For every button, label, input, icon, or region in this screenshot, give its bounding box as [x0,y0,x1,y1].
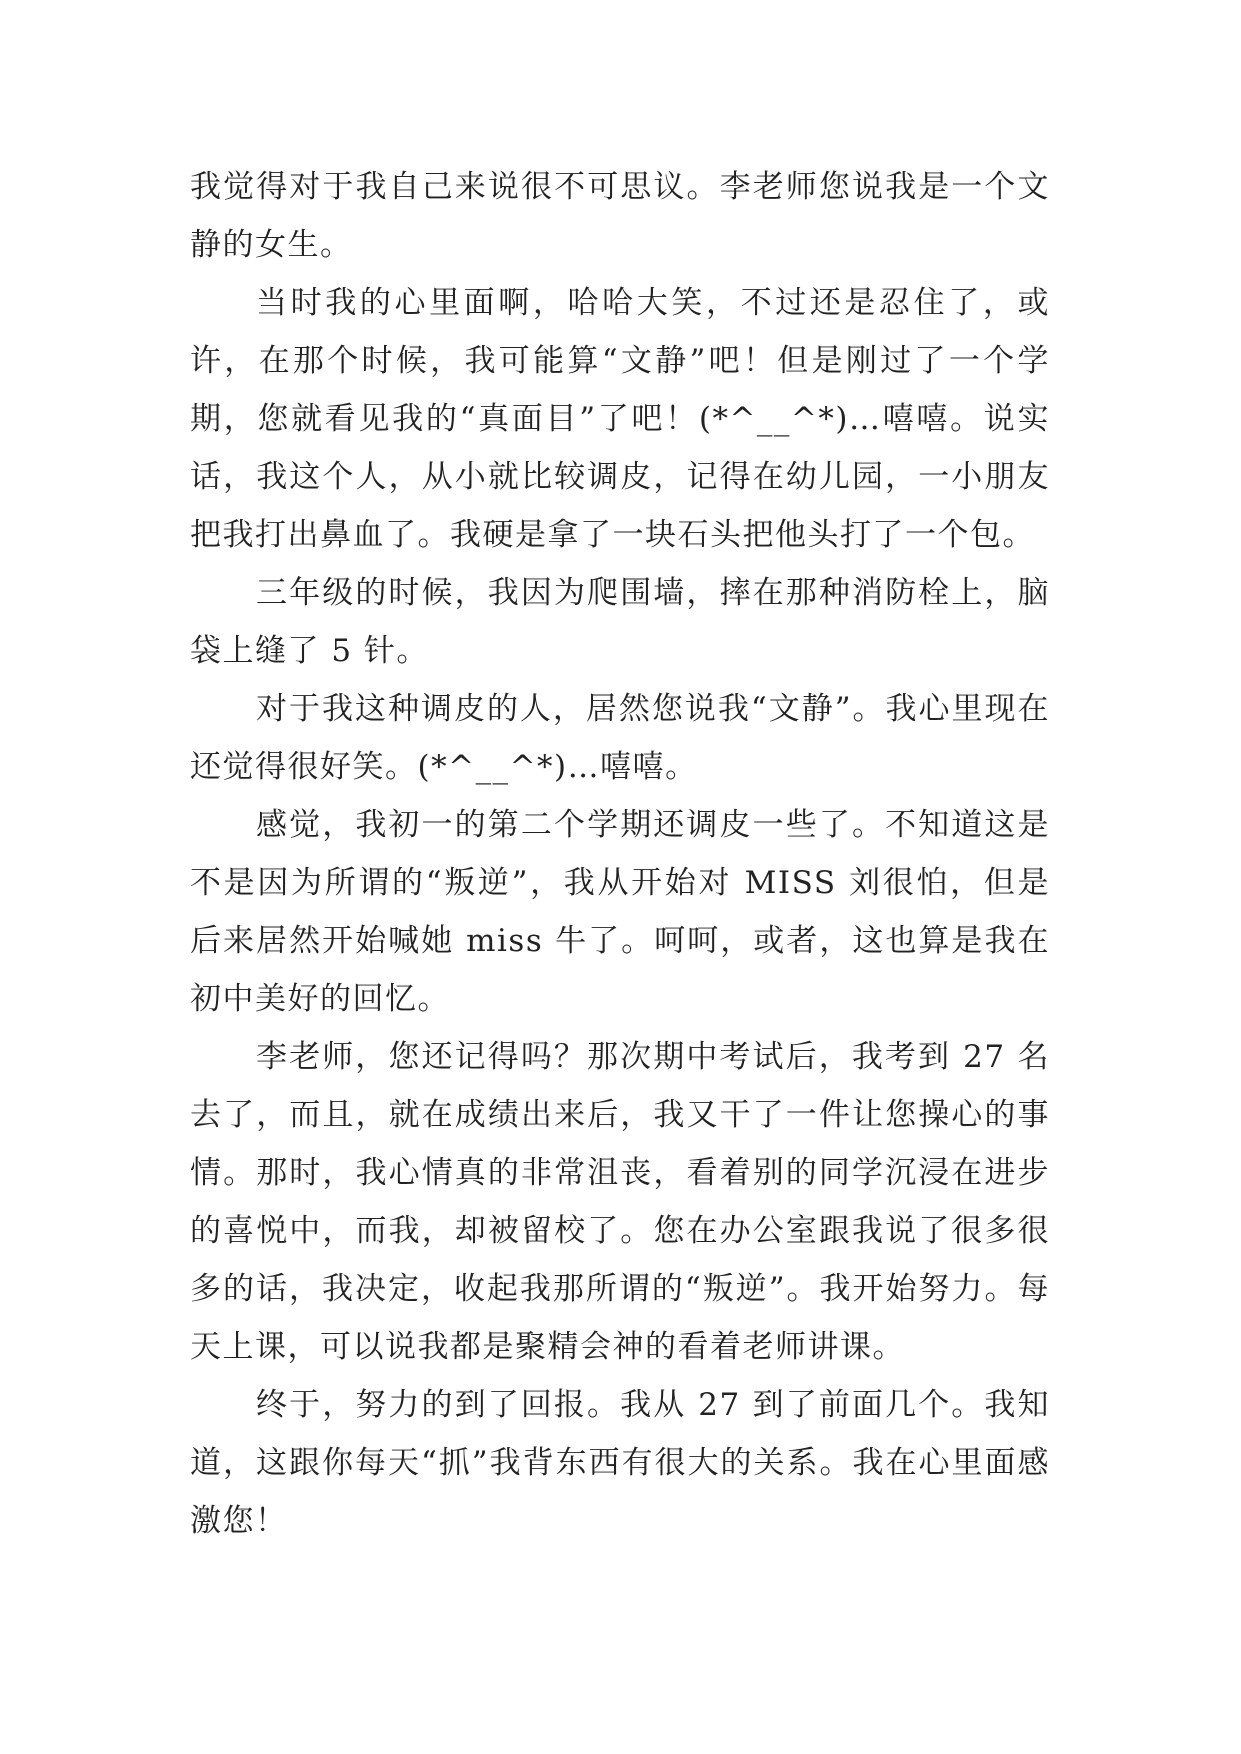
paragraph: 对于我这种调皮的人，居然您说我“文静”。我心里现在还觉得很好笑。(*^__^*)…嘻嘻。 [190,691,1050,785]
paragraph: 感觉，我初一的第二个学期还调皮一些了。不知道这是不是因为所谓的“叛逆”，我从开始对 MISS 刘很怕，但是后来居然开始喊她 miss 牛了。呵呵，或者，这也算是我在初中美好的回忆。 [190,807,1050,1017]
paragraph: 我觉得对于我自己来说很不可思议。李老师您说我是一个文静的女生。 [190,169,1050,263]
paragraph: 终于，努力的到了回报。我从 27 到了前面几个。我知道，这跟你每天“抓”我背东西有很大的关系。我在心里面感激您！ [190,1387,1050,1539]
paragraph: 李老师，您还记得吗？那次期中考试后，我考到 27 名去了，而且，就在成绩出来后，我又干了一件让您操心的事情。那时，我心情真的非常沮丧，看着别的同学沉浸在进步的喜悦中，而我，却被留校了。您在办公室跟我说了很多很多的话，我决定，收起我那所谓的“叛逆”。我开始努力。每天上课，可以说我都是聚精会神的看着老师讲课。 [190,1039,1050,1365]
paragraph: 三年级的时候，我因为爬围墙，摔在那种消防栓上，脑袋上缝了 5 针。 [190,575,1050,669]
paragraph: 当时我的心里面啊，哈哈大笑，不过还是忍住了，或许，在那个时候，我可能算“文静”吧！但是刚过了一个学期，您就看见我的“真面目”了吧！(*^__^*)…嘻嘻。说实话，我这个人，从小就比较调皮，记得在幼儿园，一小朋友把我打出鼻血了。我硬是拿了一块石头把他头打了一个包。 [190,285,1050,553]
document-body [190,158,1050,1550]
